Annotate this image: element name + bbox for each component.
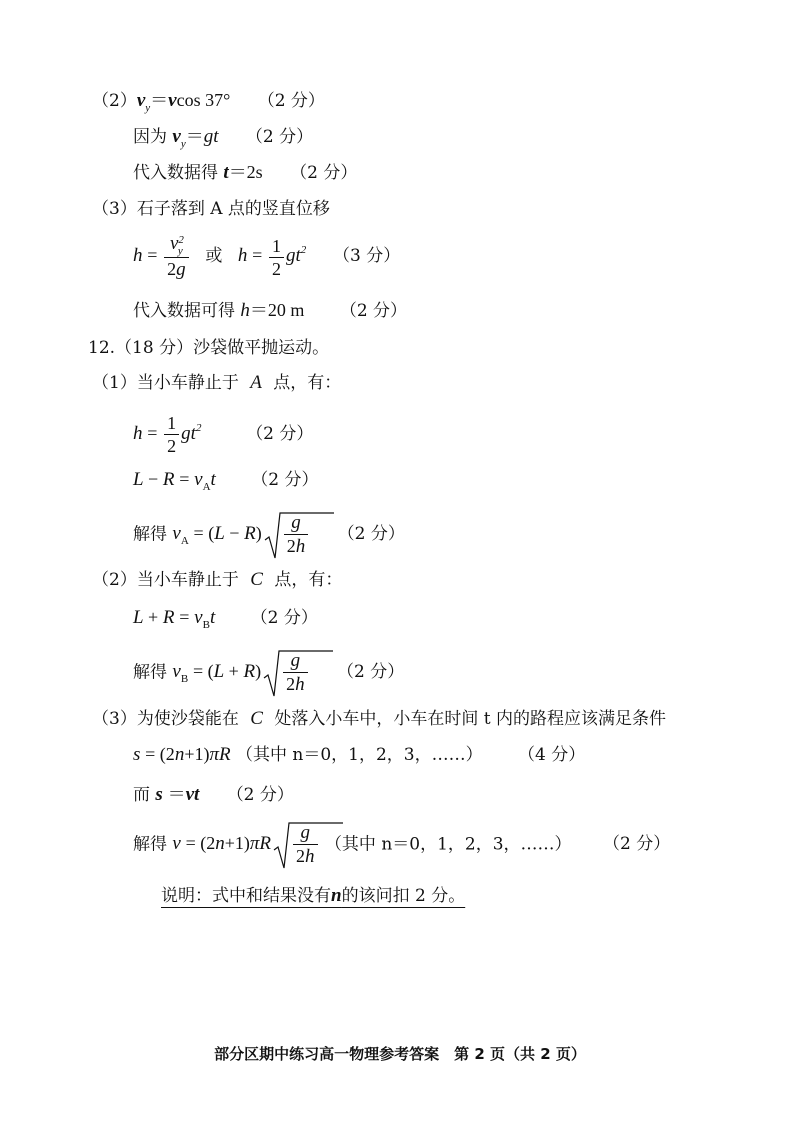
text: 点，有： xyxy=(274,570,343,590)
answer-line xyxy=(133,782,294,807)
score: （2 分） xyxy=(257,91,325,111)
formula-l-minus-r: $L - R = v_At$ xyxy=(133,469,216,493)
formula-va: $v_A = (L - R)$ $\frac{g}{2h}$ xyxy=(172,523,310,544)
formula-line xyxy=(133,512,405,558)
text: 或 xyxy=(205,246,223,267)
answer-line xyxy=(92,371,341,395)
page-footer: 部分区期中练习高一物理参考答案 第 2 页（共 2 页） xyxy=(214,1045,586,1063)
score: （2 分） xyxy=(337,662,405,683)
point-c: C xyxy=(250,569,263,590)
text: 点，有： xyxy=(273,373,342,393)
score: （2 分） xyxy=(602,834,671,855)
formula-s-vt: s ＝vt xyxy=(155,784,200,805)
text: 解得 xyxy=(133,524,167,545)
text: 说明：式中和结果没有 xyxy=(161,886,331,906)
score: （2 分） xyxy=(246,423,314,444)
score: （2 分） xyxy=(226,785,294,805)
formula-vy-gt: $v_y=gt$ xyxy=(172,126,219,150)
score: （2 分） xyxy=(251,470,319,490)
text: 解得 xyxy=(133,662,167,683)
score: （2 分） xyxy=(250,608,318,628)
formula-line xyxy=(133,233,400,281)
text: （2）当小车静止于 xyxy=(92,570,239,590)
formula-line xyxy=(133,650,404,696)
formula-h-gt: h = $\frac{1}{2}$ $gt^2$ xyxy=(237,235,307,279)
part-label: （2） xyxy=(92,91,137,111)
formula-h-value: h＝20 m xyxy=(240,300,305,321)
text: （其中 n＝0，1，2，3，……） xyxy=(324,834,572,855)
formula-h-vy: h = $\frac{v^2_y}{2g}$ xyxy=(133,245,195,266)
text: 的该问扣 2 分。 xyxy=(341,886,466,906)
formula-l-plus-r: $L + R = v_Bt$ xyxy=(133,607,216,631)
answer-line xyxy=(133,160,357,185)
score: （2 分） xyxy=(339,301,408,321)
point-c: C xyxy=(250,708,263,729)
score: （3 分） xyxy=(333,246,401,267)
answer-line xyxy=(133,124,313,151)
formula-line xyxy=(133,412,313,457)
score: （2 分） xyxy=(245,127,314,147)
score: （4 分） xyxy=(518,745,586,765)
formula-line xyxy=(133,605,318,632)
answer-line: （3）石子落到 A 点的竖直位移 xyxy=(92,199,330,219)
text: 代入数据可得 xyxy=(133,301,235,321)
text: 代入数据得 xyxy=(133,163,218,183)
grading-note xyxy=(133,884,465,908)
formula-line xyxy=(133,467,318,494)
text: 处落入小车中，小车在时间 t 内的路程应该满足条件 xyxy=(274,709,666,729)
text: （1）当小车静止于 xyxy=(92,373,239,393)
formula-line xyxy=(133,822,670,868)
formula-v: v = (2n+1)πR $\frac{g}{2h}$ xyxy=(172,833,319,854)
text: 因为 xyxy=(133,127,167,147)
text: 解得 xyxy=(133,834,167,855)
formula-line xyxy=(133,742,585,767)
score: （2 分） xyxy=(337,524,405,545)
answer-line xyxy=(133,298,407,323)
formula-vy: $v_y=vcos$ 37° xyxy=(136,90,231,114)
formula-h-half-gt2: h = $\frac{1}{2}$ $gt^2$ xyxy=(133,413,202,456)
formula-vb: $v_B = (L + R)$ $\frac{g}{2h}$ xyxy=(172,661,309,682)
formula-s: s = (2n+1)πR xyxy=(133,744,231,765)
text: 而 xyxy=(133,785,150,805)
point-a: A xyxy=(250,372,262,393)
question-header: 12.（18 分）沙袋做平抛运动。 xyxy=(88,338,330,358)
var-n: n xyxy=(331,885,342,906)
text: （3）为使沙袋能在 xyxy=(92,709,239,729)
answer-line xyxy=(92,707,666,731)
formula-t: t＝2s xyxy=(223,162,263,183)
score: （2 分） xyxy=(290,163,358,183)
answer-line xyxy=(92,88,325,115)
answer-line xyxy=(92,568,342,592)
text: （其中 n＝0，1，2，3，……） xyxy=(236,745,483,765)
